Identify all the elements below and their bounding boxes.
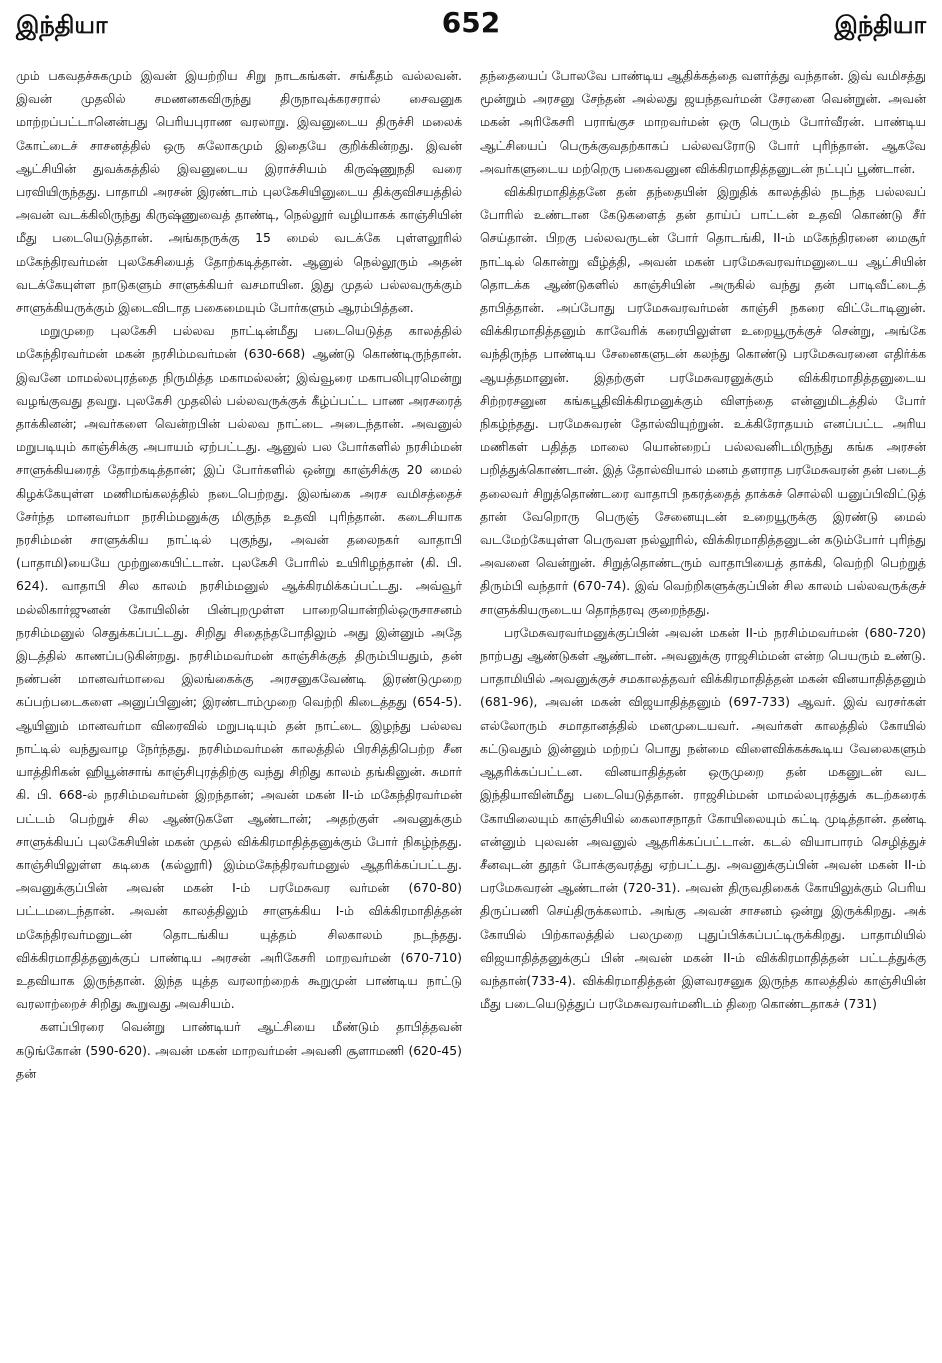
page-number: 652 <box>441 6 501 39</box>
paragraph: மறுமுறை புலகேசி பல்லவ நாட்டின்மீது படையெடுத்த காலத்தில் மகேந்திரவர்மன் மகன் நரசிம்மவர்மன் (630-668) ஆண்டு கொண்டிருந்தான். இவனே மாமல்லபுரத்தை நிருமித்த மகாமல்லன்; இவ்வூரை மகாபலிபுரமென்று வழங்குவது தவறு. புலகேசி முதலில் பல்லவருக்குக் கீழ்ப்பட்ட பாண அரசரைத் தாக்கினன்; அவர்களை வென்றபின் பல்லவ நாட்டை அடைந்தான். அவனுல் மறுபடியும் காஞ்சிக்கு அபாயம் ஏற்பட்டது. ஆனுல் பல போர்களில் நரசிம்மன் சாளுக்கியரைத் தோற்கடித்தான்; இப் போர்களில் ஒன்று காஞ்சிக்கு 20 மைல் கிழக்கேயுள்ள மணிமங்கலத்தில் நடைபெற்றது. இலங்கை அரச வமிசத்தைச் சேர்ந்த மானவர்மா நரசிம்மனுக்கு மிகுந்த உதவி புரிந்தான். கடைசியாக நரசிம்மன் சாளுக்கிய நாட்டில் புகுந்து, அவன் தலைநகர் வாதாபி (பாதாமி)யையே முற்றுகையிட்டான். புலகேசி போரில் உயிரிழந்தான் (கி. பி. 624). வாதாபி சில காலம் நரசிம்மனுல் ஆக்கிரமிக்கப்பட்டது. அவ்வூர் மல்லிகார்ஜுனன் கோயிலின் பின்புறமுள்ள பாறையொன்றில்ஒருசாசனம் நரசிம்மனுல் செதுக்கப்பட்டது. சிறிது சிதைந்தபோதிலும் அது இன்னும் அதே இடத்தில் காணப்படுகின்றது. நரசிம்மவர்மன் காஞ்சிக்குத் திரும்பியதும், தன் நண்பன் மானவர்மாவை இலங்கைக்கு அரசனுகவேண்டி இரண்டுமுறை கப்பற்படைகளை அனுப்பினுன்; இரண்டாம்முறை வெற்றி கிடைத்தது (654-5). ஆயினும் மானவர்மா விரைவில் மறுபடியும் தன் நாட்டை இழந்து பல்லவ நாட்டில் வந்துவாழ நேர்ந்தது. நரசிம்மவர்மன் காலத்தில் பிரசித்திபெற்ற சீன யாத்திரிகன் ஹியூன்சாங் காஞ்சிபுரத்திற்கு வந்து சிறிது காலம் தங்கினுன். சுமார் கி. பி. 668-ல் நரசிம்மவர்மன் இறந்தான்; அவன் மகன் II-ம் மகேந்திரவர்மன் பட்டம் பெற்றுச் சில ஆண்டுகளே ஆண்டான்; அதற்குள் அவனுக்கும் சாளுக்கியப் புலகேசியின் மகன் முதல் விக்கிரமாதித்தனுக்கும் போர் நிகழ்ந்தது. காஞ்சியிலுள்ள கடிகை (கல்லூரி) இம்மகேந்திரவர்மனுல் ஆதரிக்கப்பட்டது. அவனுக்குப்பின் அவன் மகன் I-ம் பரமேசுவர வர்மன் (670-80) பட்டமடைந்தான். அவன் காலத்திலும் சாளுக்கிய I-ம் விக்கிரமாதித்தன் மகேந்திரவர்மனுடன் தொடங்கிய யுத்தம் சிலகாலம் நடந்தது. விக்கிரமாதித்தனுக்குப் பாண்டிய அரசன் அரிகேசரி மாறவர்மன் (670-710) உதவியாக இருந்தான். இந்த யுத்த வரலாற்றைக் கூறுமுன் பாண்டிய நாட்டு வரலாற்றைச் சிறிது கூறுவது அவசியம். <box>16 323 462 1012</box>
header-left-title: இந்தியா <box>16 11 108 39</box>
paragraph: பரமேசுவரவர்மனுக்குப்பின் அவன் மகன் II-ம் நரசிம்மவர்மன் (680-720) நாற்பது ஆண்டுகள் ஆண்டான். அவனுக்கு ராஜசிம்மன் என்ற பெயரும் உண்டு. பாதாமியில் அவனுக்குச் சமகாலத்தவர் விக்கிரமாதித்தன் மகன் வினயாதித்தனும் (681-96), அவன் மகன் விஜயாதித்தனும் (697-733) ஆவர். இவ் வரசர்கள் எல்லோரும் சமாதானத்தில் மனமுடையவர். அவர்கள் காலத்தில் கோயில் கட்டுவதும் இன்னும் மற்றப் பொது நன்மை விளைவிக்கக்கூடிய வேலைகளும் ஆதரிக்கப்பட்டன. வினயாதித்தன் ஒருமுறை தன் மகனுடன் வட இந்தியாவின்மீது படையெடுத்தான். ராஜசிம்மன் மாமல்லபுரத்துக் கடற்கரைக் கோயிலையும் காஞ்சியில் கைலாசநாதர் கோயிலையும் கட்டி முடித்தான். தண்டி என்னும் புலவன் அவனுல் ஆதரிக்கப்பட்டான். கடல் வியாபாரம் செழித்துச் சீனவுடன் தூதர் போக்குவரத்து ஏற்பட்டது. அவனுக்குப்பின் அவன் மகன் II-ம் பரமேசுவரன் ஆண்டான் (720-31). அவன் திருவதிகைக் கோயிலுக்கும் பெரிய திருப்பணி செய்திருக்கலாம். அங்கு அவன் சாசனம் ஒன்று இருக்கிறது. அக் கோயில் பிற்காலத்தில் பலமுறை புதுப்பிக்கப்பட்டிருக்கிறது. பாதாமியில் விஜயாதித்தனுக்குப் பின் அவன் மகன் II-ம் விக்கிரமாதித்தன் பட்டத்துக்கு வந்தான்(733-4). விக்கிரமாதித்தன் இளவரசனுக இருந்த காலத்தில் காஞ்சியின் மீது படையெடுத்துப் பரமேசுவரவர்மனிடம் திறை கொண்டதாகச் (731) <box>480 624 926 1012</box>
paragraph: தந்தையைப் போலவே பாண்டிய ஆதிக்கத்தை வளர்த்து வந்தான். இவ் வமிசத்து மூன்றும் அரசனு சேந்தன் அல்லது ஜயந்தவர்மன் சேரனை வென்றுன். அவன் மகன் அரிகேசரி பராங்குச மாறவர்மன் ஒரு பெரும் போர்வீரன். பாண்டிய ஆட்சியைப் பெருக்குவதற்காகப் பல்லவரோடு போர் புரிந்தான். ஆகவே அவர்களுடைய மற்றெரு பகைவனுன விக்கிரமாதித்தனுடன் நட்புப் பூண்டான். <box>480 68 926 176</box>
right-column <box>480 64 926 1354</box>
paragraph: விக்கிரமாதித்தனே தன் தந்தையின் இறுதிக் காலத்தில் நடந்த பல்லவப் போரில் உண்டான கேடுகளைத் தன் தாய்ப் பாட்டன் உதவி கொண்டு சீர் செய்தான். பிறகு பல்லவருடன் போர் தொடங்கி, II-ம் மகேந்திரனை மைசூர் நாட்டில் கொன்று வீழ்த்தி, அவன் மகன் பரமேசுவரவர்மனுடைய ஆட்சியின் தொடக்க ஆண்டுகளில் காஞ்சியின் அருகில் வந்து தன் பாடிவீட்டைத் தாபித்தான். அப்போது பரமேசுவரவர்மன் காஞ்சி நகரை விட்டோடினுன். விக்கிரமாதித்தனும் காவேரிக் கரையிலுள்ள உறையூருக்குச் சென்று, அங்கே வந்திருந்த பாண்டிய சேனைகளுடன் கலந்து கொண்டு பரமேசுவரனை எதிர்க்க ஆயத்தமானுன். இதற்குள் பரமேசுவரனுக்கும் விக்கிரமாதித்தனுடைய சிற்றரசனுன கங்கபூதிவிக்கிரமனுக்கும் விளந்தை என்னுமிடத்தில் போர் நிகழ்ந்தது. பரமேசுவரன் தோல்வியுற்றுன். உக்கிரோதயம் எனப்பட்ட அரிய மணிகள் பதித்த மாலை யொன்றைப் பல்லவனிடமிருந்து கங்க அரசன் பறித்துக்கொண்டான். இத் தோல்வியால் மனம் தளராத பரமேசுவரன் தன் படைத் தலைவர் சிறுத்தொண்டரை வாதாபி நகரத்தைத் தாக்கச் சொல்லி யனுப்பிவிட்டுத் தான் வேறொரு பெருஞ் சேனையுடன் உறையூருக்கு இரண்டு மைல் வடமேற்கேயுள்ள பெருவள நல்லூரில், விக்கிரமாதித்தனுடன் கடும்போர் புரிந்து அவனை வென்றுன். சிறுத்தொண்டரும் வாதாபியைத் தாக்கி, வெற்றி பெற்றுத் திரும்பி வந்தார் (670-74). இவ் வெற்றிகளுக்குப்பின் சில காலம் பல்லவருக்குச் சாளுக்கியருடைய தொந்தரவு குறைந்தது. <box>480 184 926 617</box>
paragraph: களப்பிரரை வென்று பாண்டியர் ஆட்சியை மீண்டும் தாபித்தவன் கடுங்கோன் (590-620). அவன் மகன் மாறவர்மன் அவனி சூளாமணி (620-45) தன் <box>16 1019 462 1081</box>
paragraph: மும் பகவதச்சுகமும் இவன் இயற்றிய சிறு நாடகங்கள். சங்கீதம் வல்லவன். இவன் முதலில் சமணனகவிருந்து திருநாவுக்கரசரால் சைவனுக மாற்றப்பட்டானென்பது பெரியபுராண வரலாறு. இவனுடைய திருச்சி மலைக் கோட்டைச் சாசனத்தில் ஒரு சுலோகமும் இதையே குறிக்கின்றது. இவன் ஆட்சியின் துவக்கத்தில் இவனுடைய இராச்சியம் கிருஷ்ணுநதி வரை பரவியிருந்தது. பாதாமி அரசன் இரண்டாம் புலகேசியினுடைய திக்குவிசயத்தில் அவன் வடக்கிலிருந்து கிருஷ்ணுவைத் தாண்டி, நெல்லூர் வழியாகக் காஞ்சியின் மீது படையெடுத்தான். அங்கநருக்கு 15 மைல் வடக்கே புள்ளலூரில் மகேந்திரவர்மன் புலகேசியைத் தோற்கடித்தான். ஆனுல் நெல்லூரும் அதன் வடக்கேயுள்ள நாடுகளும் சாளுக்கியர் வசமாயின. இது முதல் பல்லவருக்கும் சாளுக்கியருக்கும் இடைவிடாத பகைமையும் போர்களும் ஆரம்பித்தன. <box>16 68 462 316</box>
header-right-title: இந்தியா <box>834 11 926 39</box>
left-column <box>16 64 462 1354</box>
page-header <box>0 0 942 50</box>
